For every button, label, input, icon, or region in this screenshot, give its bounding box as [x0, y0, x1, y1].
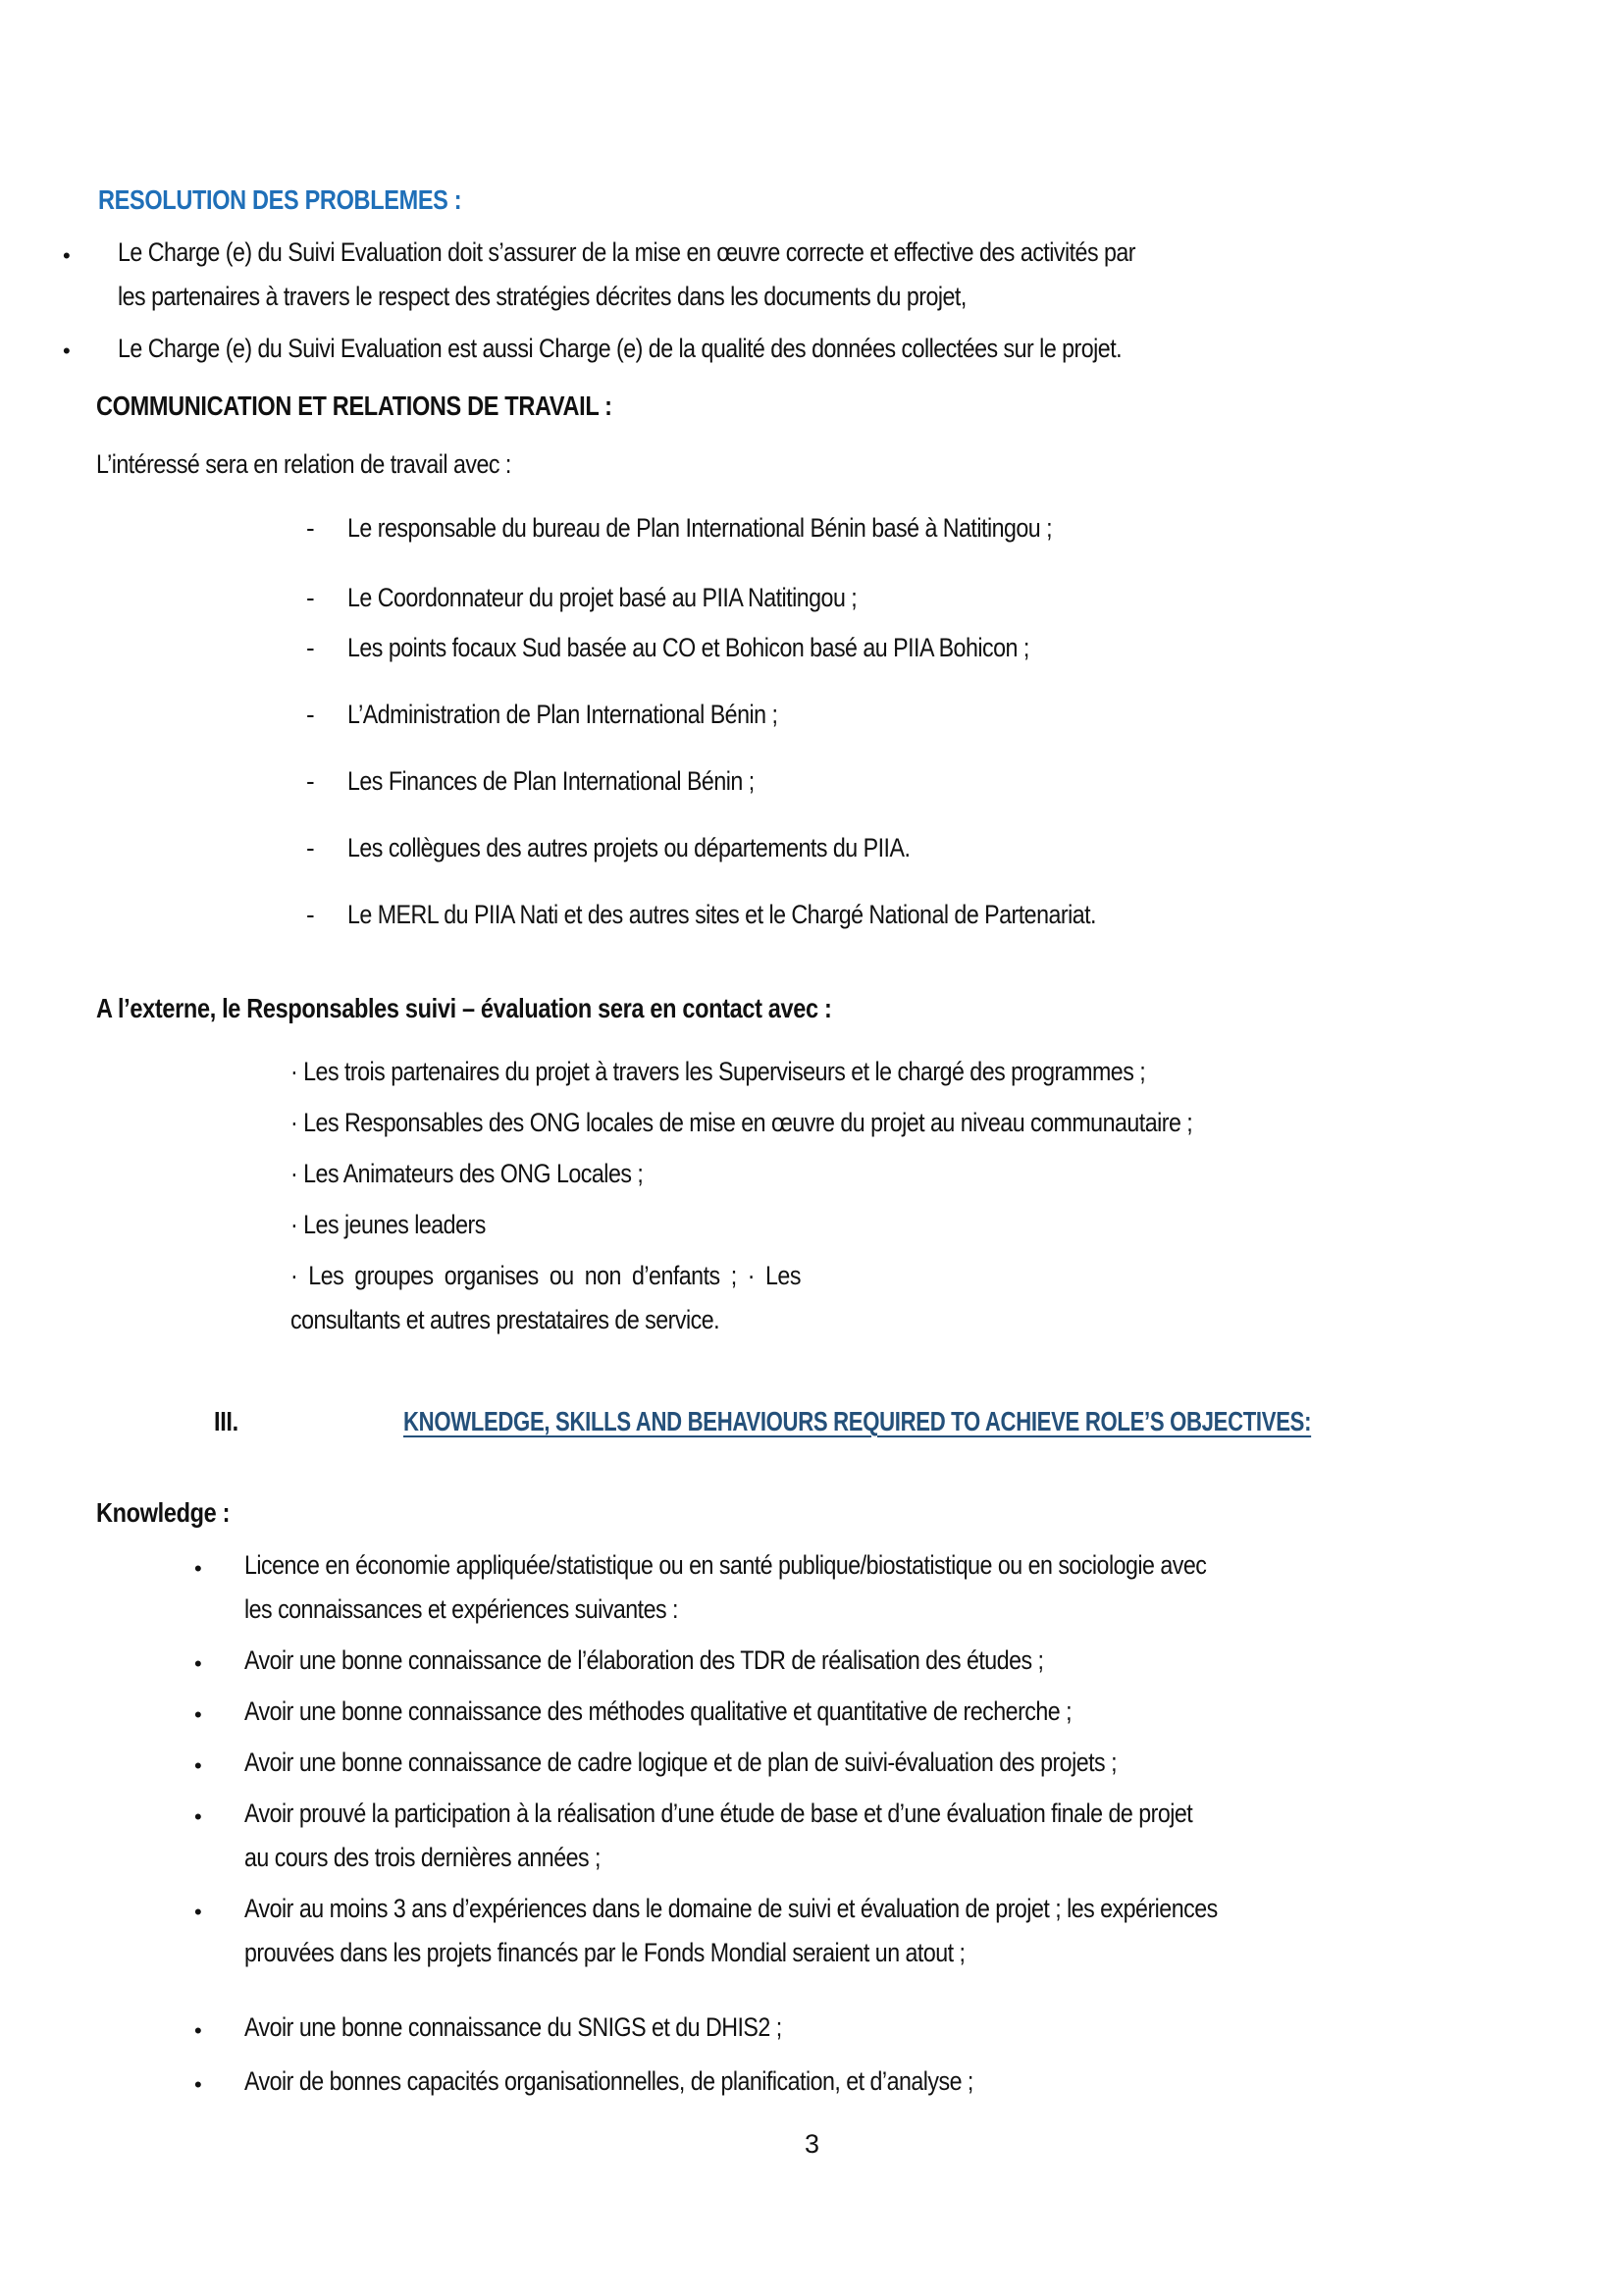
- bullet-icon: •: [63, 339, 71, 363]
- internal-contact: Le responsable du bureau de Plan International Bénin basé à Natitingou ;: [347, 513, 1053, 543]
- knowledge-item: Avoir une bonne connaissance des méthodes qualitative et quantitative de recherche ;: [244, 1696, 1073, 1726]
- bullet-icon: •: [194, 1702, 202, 1727]
- knowledge-item: Avoir prouvé la participation à la réalisation d’une étude de base et d’une évaluation finale de projet: [244, 1799, 1193, 1828]
- communication-intro: L’intéressé sera en relation de travail avec :: [96, 449, 511, 479]
- dash-icon: -: [306, 700, 315, 729]
- external-heading: A l’externe, le Responsables suivi – évaluation sera en contact avec :: [96, 993, 832, 1023]
- knowledge-heading: Knowledge :: [96, 1497, 231, 1528]
- knowledge-item-cont: au cours des trois dernières années ;: [244, 1843, 601, 1872]
- dash-icon: -: [306, 900, 315, 929]
- knowledge-item: Avoir une bonne connaissance de l’élaboration des TDR de réalisation des études ;: [244, 1645, 1044, 1675]
- bullet-icon: •: [194, 2072, 202, 2097]
- internal-contact: Les Finances de Plan International Bénin ;: [347, 766, 755, 796]
- external-contact: · Les jeunes leaders: [290, 1210, 486, 1239]
- page-number: 3: [805, 2129, 820, 2159]
- internal-contact: Le Coordonnateur du projet basé au PIIA Natitingou ;: [347, 583, 858, 612]
- dash-icon: -: [306, 633, 315, 662]
- bullet-icon: •: [194, 1556, 202, 1581]
- dash-icon: -: [306, 583, 315, 612]
- section-title: KNOWLEDGE, SKILLS AND BEHAVIOURS REQUIRED TO ACHIEVE ROLE’S OBJECTIVES:: [403, 1406, 1312, 1436]
- knowledge-item: Avoir une bonne connaissance du SNIGS et du DHIS2 ;: [244, 2012, 782, 2042]
- bullet-icon: •: [194, 1900, 202, 1924]
- resolution-heading: RESOLUTION DES PROBLEMES :: [98, 184, 462, 215]
- internal-contact: Les points focaux Sud basée au CO et Bohicon basé au PIIA Bohicon ;: [347, 633, 1029, 662]
- knowledge-item: Avoir de bonnes capacités organisationnelles, de planification, et d’analyse ;: [244, 2066, 973, 2096]
- knowledge-item: Licence en économie appliquée/statistique ou en santé publique/biostatistique ou en sociologie avec: [244, 1550, 1207, 1580]
- bullet-icon: •: [63, 243, 71, 268]
- external-contact: consultants et autres prestataires de service.: [290, 1305, 720, 1334]
- internal-contact: Le MERL du PIIA Nati et des autres sites et le Chargé National de Partenariat.: [347, 900, 1097, 929]
- communication-heading: COMMUNICATION ET RELATIONS DE TRAVAIL :: [96, 391, 612, 421]
- internal-contact: Les collègues des autres projets ou départements du PIIA.: [347, 833, 911, 862]
- dash-icon: -: [306, 513, 315, 543]
- resolution-item-1-line1: Le Charge (e) du Suivi Evaluation doit s’assurer de la mise en œuvre correcte et effective des activités par: [118, 237, 1135, 267]
- bullet-icon: •: [194, 2018, 202, 2043]
- bullet-icon: •: [194, 1804, 202, 1829]
- knowledge-item: Avoir une bonne connaissance de cadre logique et de plan de suivi-évaluation des projets ;: [244, 1747, 1118, 1777]
- resolution-item-1-line2: les partenaires à travers le respect des stratégies décrites dans les documents du projet,: [118, 282, 967, 311]
- internal-contact: L’Administration de Plan International Bénin ;: [347, 700, 778, 729]
- section-number: III.: [214, 1406, 238, 1436]
- resolution-item-2: Le Charge (e) du Suivi Evaluation est aussi Charge (e) de la qualité des données collectées sur le projet.: [118, 334, 1123, 363]
- external-contact: · Les trois partenaires du projet à travers les Superviseurs et le chargé des programmes ;: [290, 1057, 1146, 1086]
- knowledge-item: Avoir au moins 3 ans d’expériences dans le domaine de suivi et évaluation de projet ; les expériences: [244, 1894, 1218, 1923]
- dash-icon: -: [306, 833, 315, 862]
- knowledge-item-cont: prouvées dans les projets financés par le Fonds Mondial seraient un atout ;: [244, 1938, 966, 1967]
- external-contact: · Les groupes organises ou non d’enfants ; · Les: [290, 1261, 801, 1290]
- bullet-icon: •: [194, 1651, 202, 1676]
- knowledge-item-cont: les connaissances et expériences suivantes :: [244, 1594, 678, 1624]
- dash-icon: -: [306, 766, 315, 796]
- bullet-icon: •: [194, 1753, 202, 1778]
- external-contact: · Les Animateurs des ONG Locales ;: [290, 1159, 644, 1188]
- external-contact: · Les Responsables des ONG locales de mise en œuvre du projet au niveau communautaire ;: [290, 1108, 1193, 1137]
